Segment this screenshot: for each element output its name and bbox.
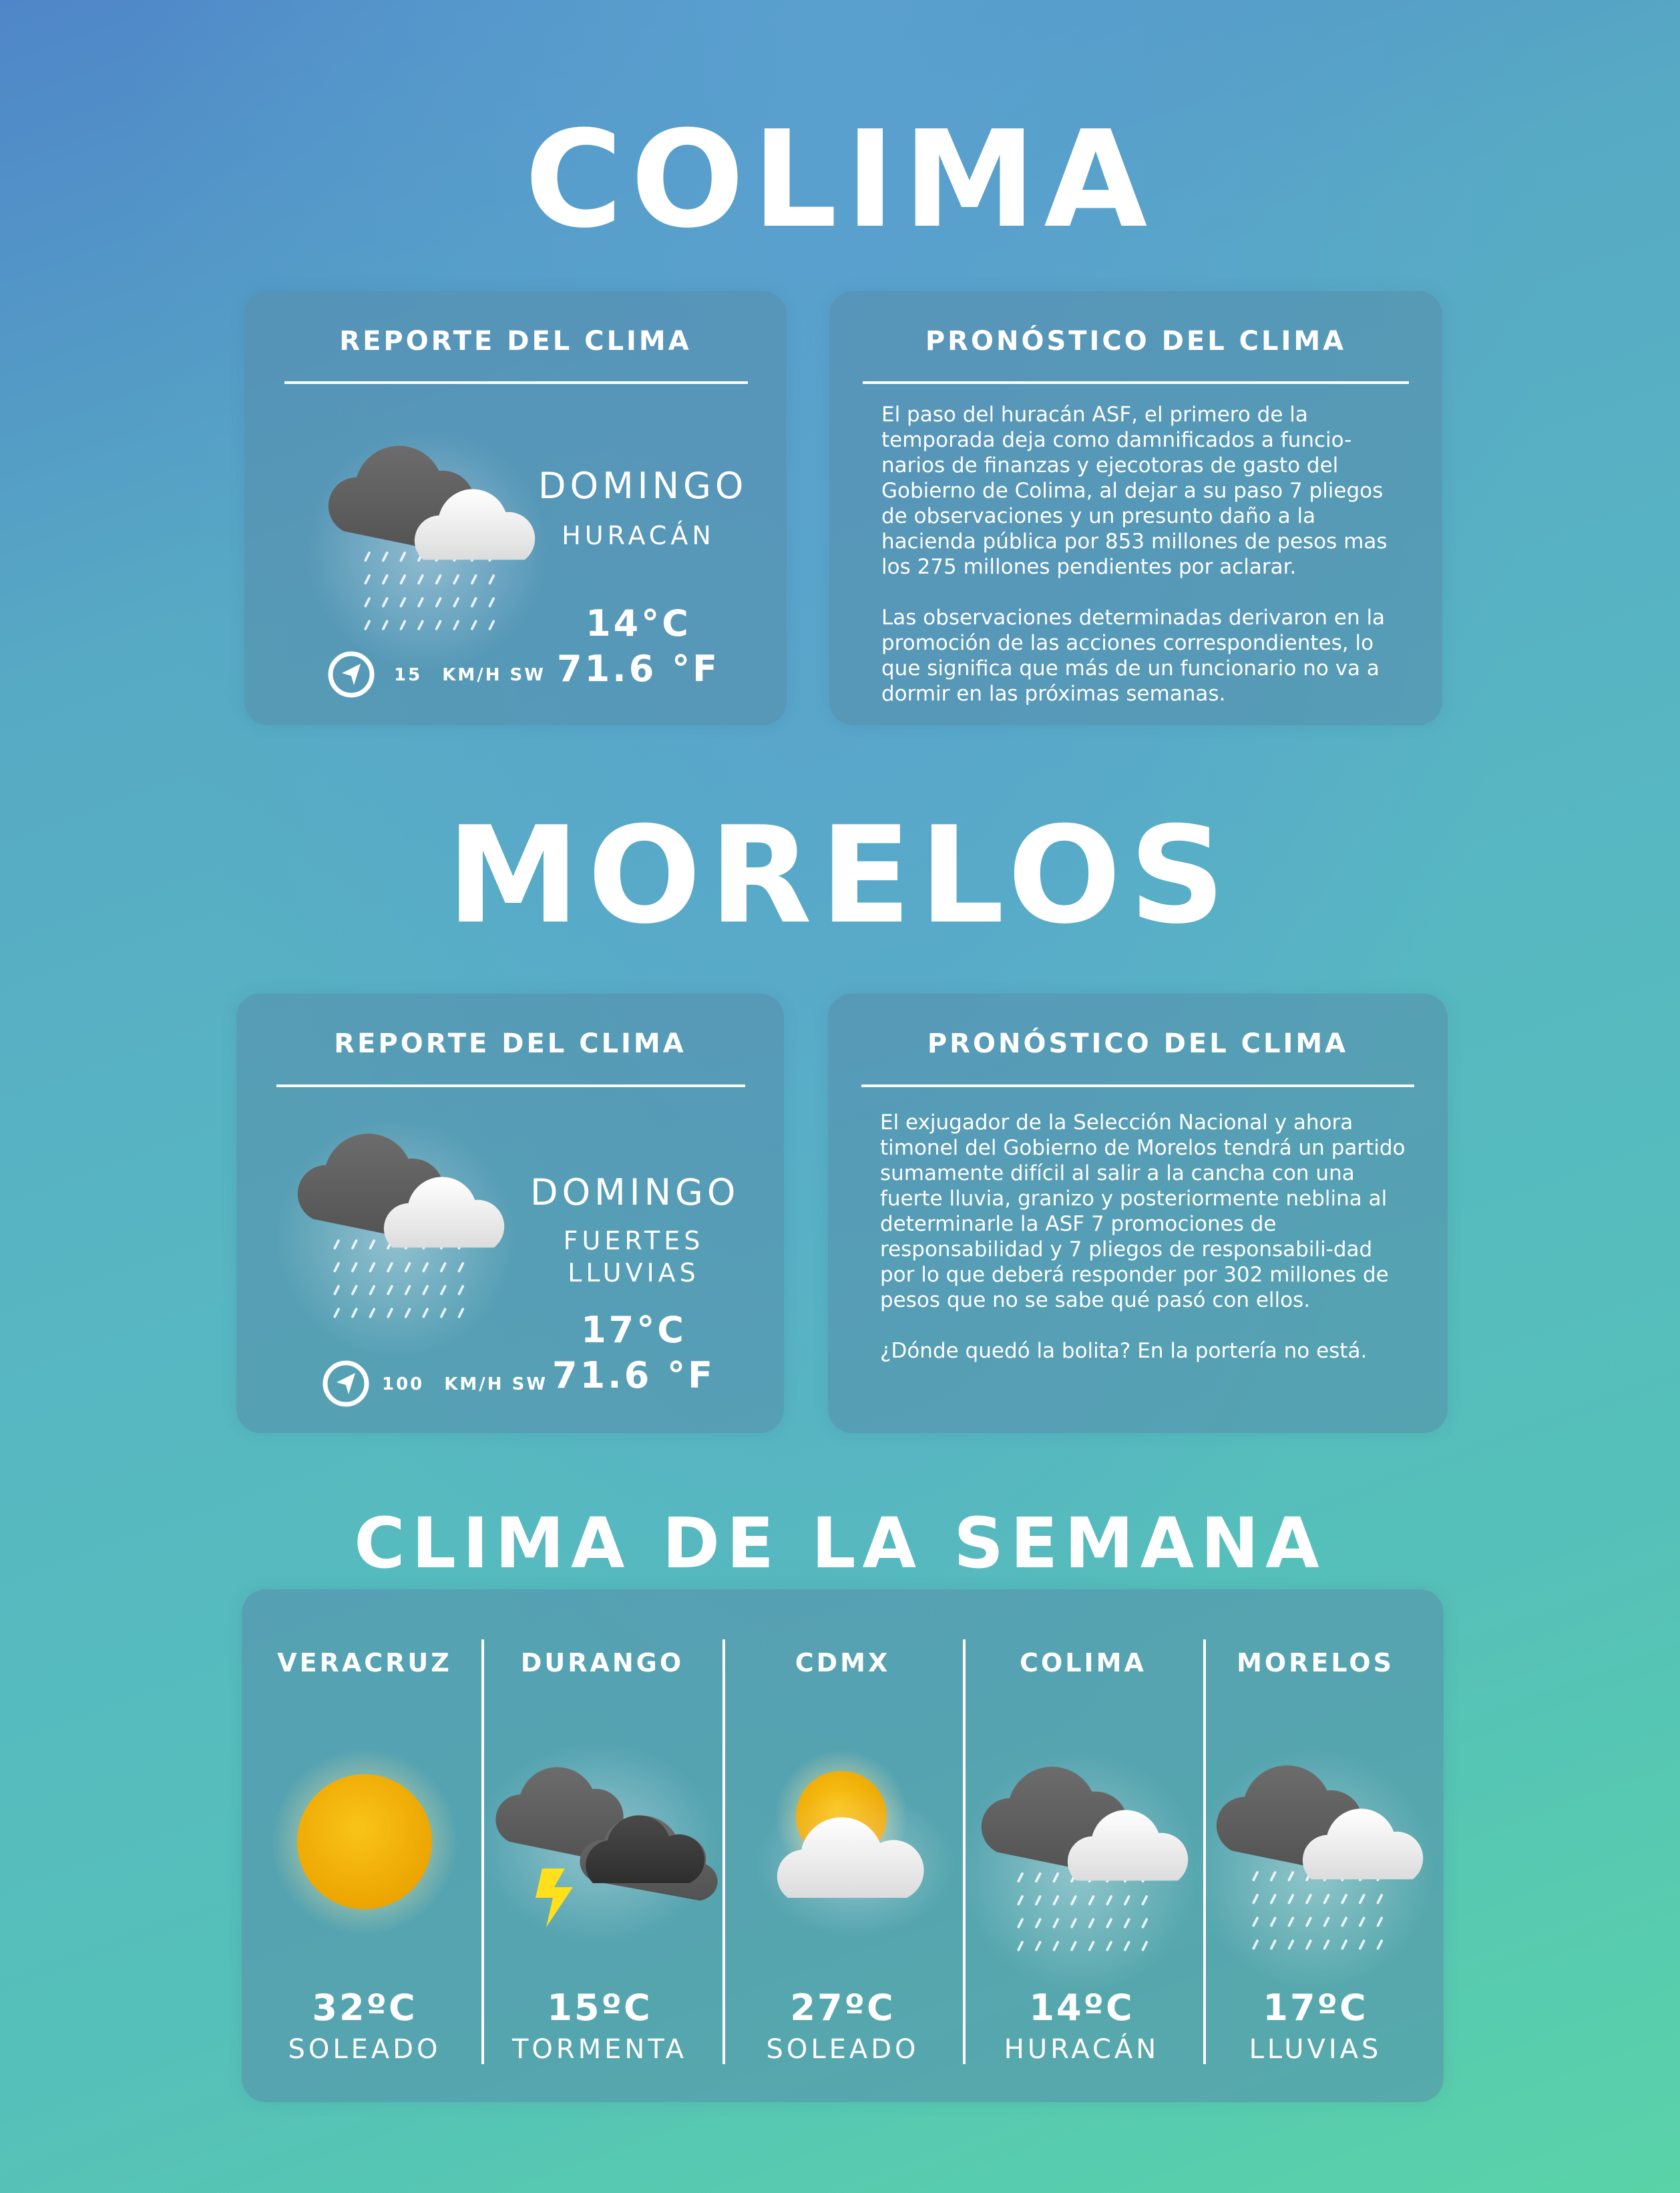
- week-day-condition-morelos: LLUVIAS: [1249, 2034, 1382, 2065]
- morelos-report-condition-2: LLUVIAS: [568, 1258, 700, 1287]
- week-day-temp-morelos: 17ºC: [1263, 1987, 1368, 2029]
- morelos-forecast-paragraph-2: ¿Dónde quedó la bolita? En la portería no está.: [880, 1339, 1368, 1363]
- morelos-wind-unit: KM/H SW: [444, 1374, 548, 1394]
- colima-report-divider: [284, 381, 748, 384]
- colima-report-day: DOMINGO: [538, 465, 748, 507]
- colima-report-temp-f: 71.6 °F: [557, 648, 720, 690]
- morelos-forecast-panel: [828, 994, 1448, 1433]
- morelos-report-temp-c: 17°C: [581, 1309, 686, 1351]
- week-day-name-veracruz: VERACRUZ: [277, 1648, 452, 1677]
- morelos-title: MORELOS: [446, 798, 1234, 954]
- morelos-report-condition-1: FUERTES: [563, 1226, 704, 1255]
- week-day-condition-colima: HURACÁN: [1004, 2034, 1160, 2065]
- morelos-rain-cloud-icon: [300, 1137, 501, 1350]
- colima-report-condition: HURACÁN: [562, 521, 715, 550]
- rain-cloud-icon: [984, 1770, 1185, 1983]
- colima-wind: [394, 665, 566, 685]
- rain-cloud-icon: [1219, 1768, 1420, 1982]
- week-day-name-morelos: MORELOS: [1237, 1648, 1394, 1677]
- colima-wind-unit: KM/H SW: [442, 665, 546, 685]
- colima-forecast-paragraph-2: Las observaciones determinadas derivaron en la promoción de las acciones correspondientes, lo que significa que más de un funcionario no va a dormir en las próximas semanas.: [881, 606, 1386, 706]
- colima-compass-icon: [327, 650, 375, 699]
- morelos-report-day: DOMINGO: [530, 1171, 740, 1213]
- colima-forecast-text: [881, 402, 1402, 707]
- partly-cloudy-icon: [768, 1763, 941, 1937]
- week-day-temp-durango: 15ºC: [547, 1987, 652, 2029]
- morelos-report-heading: REPORTE DEL CLIMA: [334, 1028, 686, 1059]
- morelos-wind-speed: 100: [382, 1374, 425, 1394]
- morelos-forecast-text: [880, 1110, 1408, 1364]
- colima-report-heading: REPORTE DEL CLIMA: [339, 326, 692, 357]
- colima-report-temp-c: 14°C: [586, 602, 691, 644]
- colima-wind-speed: 15: [394, 665, 423, 685]
- week-day-temp-colima: 14ºC: [1029, 1987, 1134, 2029]
- morelos-report-temp-f: 71.6 °F: [552, 1354, 715, 1396]
- colima-forecast-panel: [829, 291, 1442, 725]
- colima-forecast-paragraph-1: El paso del huracán ASF, el primero de la temporada deja como damnificados a funcio-narios de finanzas y ejecotoras de gasto del Gobierno de Colima, al dejar a su paso 7 pliegos de observaciones y un presunto daño a la hacienda pública por 853 millones de pesos mas los 275 millones pendientes por aclarar.: [881, 403, 1388, 579]
- morelos-forecast-paragraph-1: El exjugador de la Selección Nacional y ahora timonel del Gobierno de Morelos tendrá un partido sumamente difícil al salir a la cancha con una fuerte lluvia, granizo y posteriormente neblina al determinarle la ASF 7 promociones de responsabilidad y 7 pliegos de responsabili-dad por lo que deberá responder por 302 millones de pesos que no se sabe qué pasó con ellos.: [880, 1111, 1406, 1312]
- morelos-report-panel: [236, 994, 784, 1433]
- morelos-compass-icon: [322, 1360, 370, 1408]
- colima-report-panel: [244, 291, 787, 725]
- colima-rain-cloud-icon: [331, 449, 532, 662]
- colima-title: COLIMA: [524, 102, 1156, 258]
- week-divider-2: [722, 1639, 725, 2064]
- morelos-report-divider: [276, 1084, 745, 1087]
- colima-forecast-divider: [863, 381, 1409, 384]
- week-day-temp-veracruz: 32ºC: [312, 1987, 417, 2029]
- week-title: CLIMA DE LA SEMANA: [354, 1503, 1326, 1584]
- week-day-condition-cdmx: SOLEADO: [766, 2034, 919, 2065]
- morelos-wind: [382, 1374, 568, 1394]
- week-day-name-cdmx: CDMX: [795, 1648, 891, 1677]
- storm-icon: [498, 1770, 712, 1943]
- sun-icon: [264, 1736, 465, 1937]
- week-day-temp-cdmx: 27ºC: [790, 1987, 895, 2029]
- morelos-forecast-divider: [861, 1084, 1414, 1087]
- week-day-condition-durango: TORMENTA: [511, 2034, 688, 2065]
- week-day-name-durango: DURANGO: [520, 1648, 684, 1677]
- colima-forecast-heading: PRONÓSTICO DEL CLIMA: [925, 326, 1347, 357]
- week-day-name-colima: COLIMA: [1020, 1648, 1146, 1677]
- week-day-condition-veracruz: SOLEADO: [288, 2034, 441, 2065]
- morelos-forecast-heading: PRONÓSTICO DEL CLIMA: [927, 1028, 1349, 1059]
